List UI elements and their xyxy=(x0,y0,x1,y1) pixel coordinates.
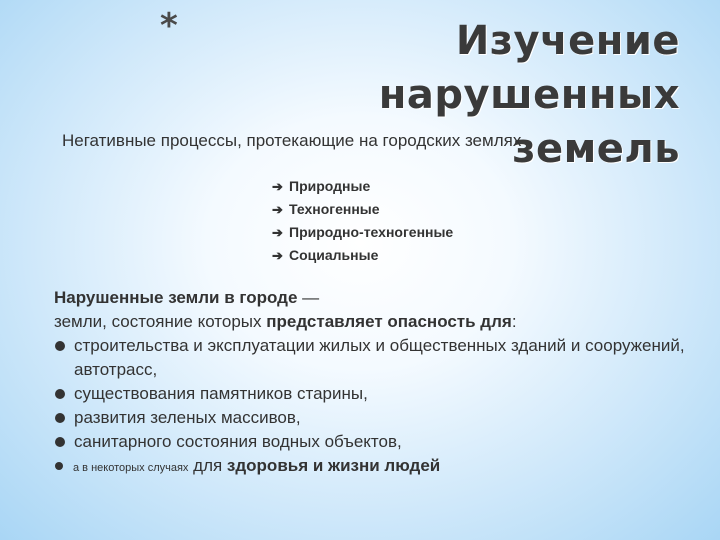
definition-bullet xyxy=(54,382,694,406)
bullet-text: санитарного состояния водных объектов, xyxy=(74,432,402,451)
bullet-bold-text: здоровья и жизни людей xyxy=(226,456,441,475)
bullet-dot-icon xyxy=(55,462,63,470)
arrow-right-icon: ➔ xyxy=(272,202,283,217)
arrow-right-icon: ➔ xyxy=(272,248,283,263)
process-types-list xyxy=(272,175,453,267)
arrow-right-icon: ➔ xyxy=(272,225,283,240)
definition-term: Нарушенные земли в городе xyxy=(54,288,298,307)
subtitle: Негативные процессы, протекающие на городских землях xyxy=(62,131,522,150)
definition-intro-bold: представляет опасность для xyxy=(266,312,512,331)
bullet-mid-text: для xyxy=(188,456,227,475)
bullet-dot-icon xyxy=(55,413,65,423)
bullet-text: строительства и эксплуатации жилых и общественных зданий и сооружений, автотрасс, xyxy=(74,336,685,379)
process-type-item xyxy=(272,244,453,267)
definition-intro-text: земли, состояние которых xyxy=(54,312,267,331)
process-type-item xyxy=(272,175,453,198)
bullet-dot-icon xyxy=(55,437,65,447)
definition-intro-line xyxy=(54,310,694,334)
title-asterisk: * xyxy=(160,6,178,46)
bullet-dot-icon xyxy=(55,389,65,399)
title-line-2: земель xyxy=(512,126,680,172)
process-type-item xyxy=(272,221,453,244)
process-type-label: Природные xyxy=(289,178,371,194)
process-type-label: Техногенные xyxy=(289,201,380,217)
definition-dash: — xyxy=(297,288,320,307)
bullet-text xyxy=(73,454,440,480)
process-type-label: Природно-техногенные xyxy=(289,224,454,240)
process-type-item xyxy=(272,198,453,221)
definition-bullet xyxy=(54,406,694,430)
definition-bullet xyxy=(54,430,694,454)
bullet-text: существования памятников старины, xyxy=(74,384,368,403)
bullet-dot-icon xyxy=(55,341,65,351)
definition-term-line xyxy=(54,286,694,310)
arrow-right-icon: ➔ xyxy=(272,179,283,194)
bullet-small-text: а в некоторых случаях xyxy=(73,462,189,474)
bullet-text: развития зеленых массивов, xyxy=(74,408,301,427)
definition-bullet-last xyxy=(54,454,694,480)
definition-bullet xyxy=(54,334,694,382)
definition-intro-end: : xyxy=(511,312,517,331)
definition-block xyxy=(54,286,694,480)
slide-title xyxy=(160,14,680,176)
title-line-1: Изучение нарушенных xyxy=(378,18,680,118)
process-type-label: Социальные xyxy=(289,247,379,263)
